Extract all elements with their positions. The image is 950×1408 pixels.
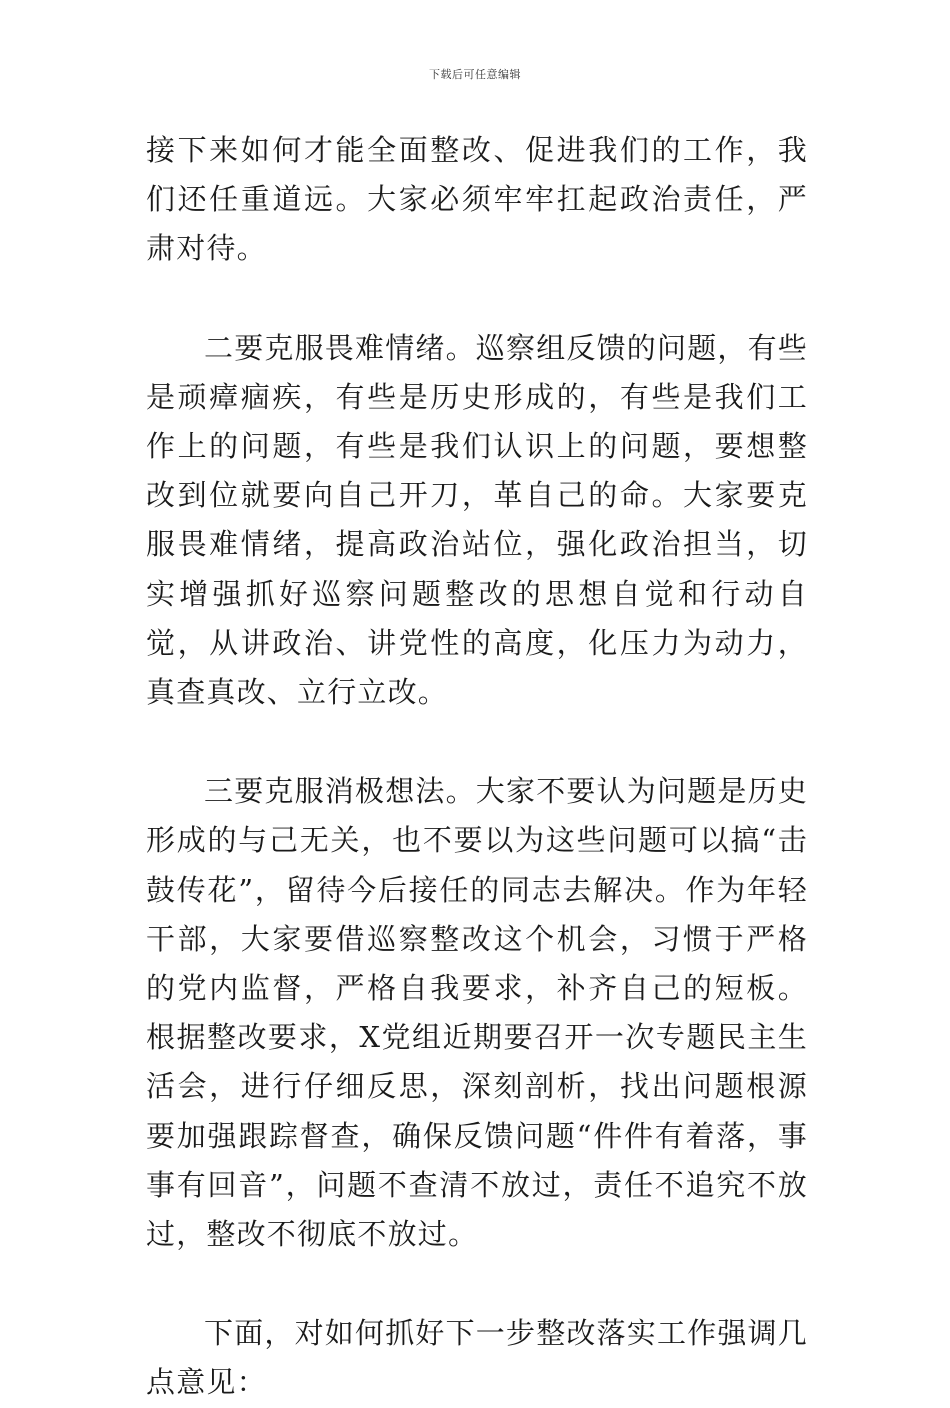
paragraph-2: 二要克服畏难情绪。巡察组反馈的问题，有些是顽瘴痼疾，有些是历史形成的，有些是我们工作上的问题，有些是我们认识上的问题，要想整改到位就要向自己开刀，革自己的命。大家要克服畏难情绪，提高政治站位，强化政治担当，切实增强抓好巡察问题整改的思想自觉和行动自觉，从讲政治、讲党性的高度，化压力为动力，真查真改、立行立改。 bbox=[146, 330, 809, 710]
paragraph-4: 下面，对如何抓好下一步整改落实工作强调几点意见： bbox=[146, 1316, 809, 1400]
paragraph-3: 三要克服消极想法。大家不要认为问题是历史形成的与己无关，也不要以为这些问题可以搞“击鼓传花”，留待今后接任的同志去解决。作为年轻干部，大家要借巡察整改这个机会，习惯于严格的党内监督，严格自我要求，补齐自己的短板。根据整改要求，X党组近期要召开一次专题民主生活会，进行仔细反思，深刻剖析，找出问题根源要加强跟踪督查，确保反馈问题“件件有着落，事事有回音”，问题不查清不放过，责任不追究不放过，整改不彻底不放过。 bbox=[146, 774, 809, 1252]
document-body bbox=[146, 126, 808, 1408]
paragraph-1: 接下来如何才能全面整改、促进我们的工作，我们还任重道远。大家必须牢牢扛起政治责任，严肃对待。 bbox=[146, 133, 808, 266]
page-header-note: 下载后可任意编辑 bbox=[429, 68, 521, 81]
